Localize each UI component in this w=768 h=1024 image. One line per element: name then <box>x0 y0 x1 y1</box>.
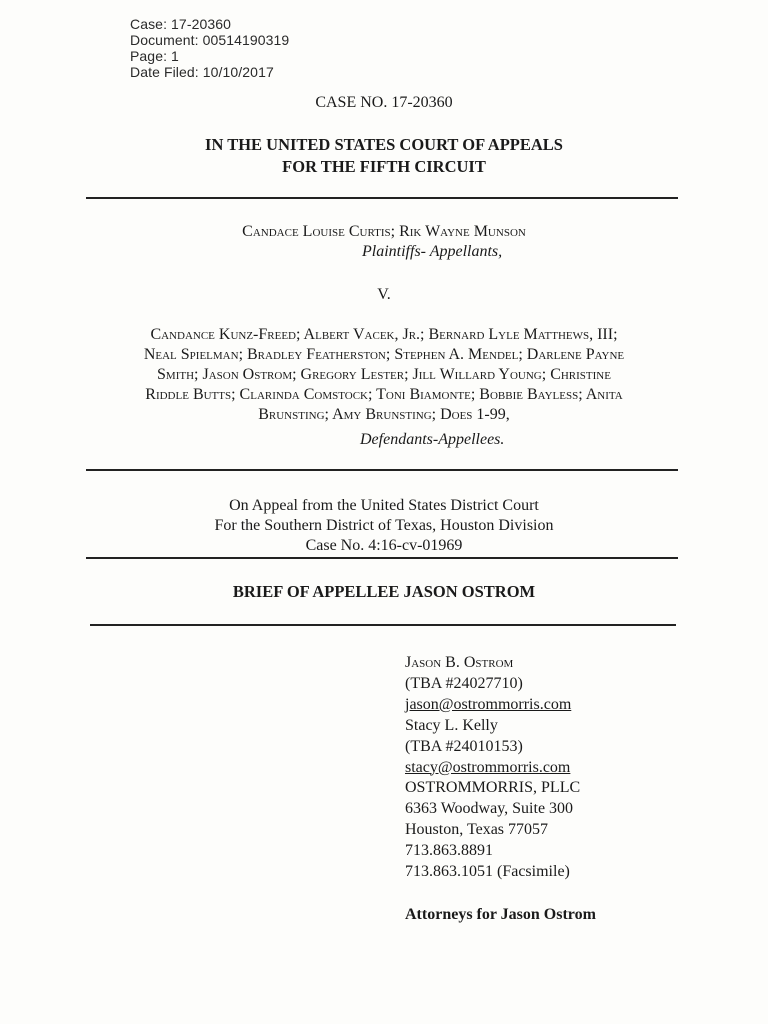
plaintiffs-names: Candace Louise Curtis; Rik Wayne Munson <box>242 223 526 240</box>
firm-name: OSTROMMORRIS, PLLC <box>405 779 581 797</box>
appeal-line2: For the Southern District of Texas, Houston Division <box>214 517 554 534</box>
appeal-line3: Case No. 4:16-cv-01969 <box>305 537 463 554</box>
plaintiffs-role: Plaintiffs- Appellants, <box>362 243 503 260</box>
bar-number-2: (TBA #24010153) <box>405 737 523 755</box>
appeal-info <box>0 496 768 556</box>
defendants-list <box>0 325 768 425</box>
attorney-name-2: Stacy L. Kelly <box>405 716 498 734</box>
phone-number: 713.863.8891 <box>405 842 493 860</box>
bar-number-1: (TBA #24027710) <box>405 674 523 692</box>
brief-title: BRIEF OF APPELLEE JASON OSTROM <box>232 582 536 601</box>
header-document-number: Document: 00514190319 <box>129 32 290 48</box>
attorney-name-1: Jason B. Ostrom <box>405 654 514 671</box>
court-name-line2: FOR THE FIFTH CIRCUIT <box>282 157 486 176</box>
court-name-line1: IN THE UNITED STATES COURT OF APPEALS <box>205 135 563 154</box>
defendants-line: Smith; Jason Ostrom; Gregory Lester; Jill Willard Young; Christine <box>157 366 611 383</box>
versus: V. <box>377 286 391 303</box>
email-link-2[interactable]: stacy@ostrommorris.com <box>405 758 571 776</box>
defendants-line: Candance Kunz-Freed; Albert Vacek, Jr.; Bernard Lyle Matthews, III; <box>150 326 618 343</box>
defendants-role: Defendants-Appellees. <box>360 431 505 448</box>
divider-rule <box>86 197 678 199</box>
signature-block <box>405 653 580 883</box>
address-line2: Houston, Texas 77057 <box>405 821 549 839</box>
court-name <box>0 134 768 178</box>
fax-number: 713.863.1051 (Facsimile) <box>405 863 570 881</box>
address-line1: 6363 Woodway, Suite 300 <box>405 800 574 818</box>
divider-rule <box>86 557 678 559</box>
header-case-number: Case: 17-20360 <box>129 16 232 32</box>
divider-rule <box>86 469 678 471</box>
defendants-line: Riddle Butts; Clarinda Comstock; Toni Biamonte; Bobbie Bayless; Anita <box>145 386 623 403</box>
defendants-line: Brunsting; Amy Brunsting; Does 1-99, <box>258 406 510 423</box>
attorneys-for: Attorneys for Jason Ostrom <box>405 906 596 923</box>
case-number: CASE NO. 17-20360 <box>315 94 453 111</box>
defendants-line: Neal Spielman; Bradley Featherston; Stephen A. Mendel; Darlene Payne <box>143 346 625 363</box>
filing-header <box>122 0 311 80</box>
appeal-line1: On Appeal from the United States District Court <box>229 497 539 514</box>
divider-rule <box>90 624 676 626</box>
email-link-1[interactable]: jason@ostrommorris.com <box>405 695 572 713</box>
header-date-filed: Date Filed: 10/10/2017 <box>129 64 274 80</box>
header-page-number: Page: 1 <box>129 48 179 64</box>
